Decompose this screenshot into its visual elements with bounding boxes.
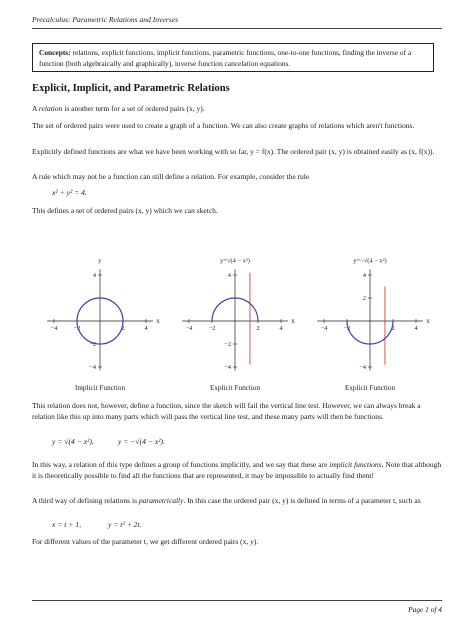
x-axis-label: x	[156, 318, 160, 325]
x-tick-label: 4	[414, 325, 418, 332]
equation-y-param: y = t² + 2t.	[108, 520, 142, 529]
y-tick-label: 4	[362, 272, 366, 279]
y-tick-label: −4	[224, 364, 231, 371]
emphasis: parametrically	[138, 496, 184, 505]
curve-label: y=√(4 − x²)	[220, 257, 250, 265]
x-tick-label: −2	[343, 325, 351, 332]
x-tick-label: −2	[73, 325, 81, 332]
x-tick-label: −4	[185, 325, 193, 332]
paragraph-parametric	[32, 496, 442, 507]
curve-label: y	[98, 257, 102, 265]
paragraph-parameter: For different values of the parameter t, we get different ordered pairs (x, y).	[32, 537, 259, 546]
x-tick-label: 4	[144, 325, 148, 332]
x-tick-label: 2	[256, 325, 260, 332]
paragraph-relation	[32, 104, 442, 115]
running-header: Precalculus: Parametric Relations and Inverses	[32, 15, 179, 24]
graph-caption: Explicit Function	[209, 384, 261, 392]
y-tick-label: −2	[224, 341, 231, 348]
paragraph-graphs: The set of ordered pairs were used to create a graph of a function. We can also create graphs of relations which aren't functions.	[32, 121, 415, 130]
text-run: A third way of defining relations is	[32, 496, 139, 505]
y-tick-label: 4	[227, 272, 231, 279]
emphasis: relation	[38, 104, 63, 113]
concepts-label: Concepts:	[39, 48, 71, 57]
x-axis-label: x	[426, 318, 430, 325]
page-number: Page 1 of 4	[408, 605, 442, 614]
text-run: A	[32, 104, 39, 113]
equation-circle: x² + y² = 4.	[52, 188, 87, 197]
x-tick-label: −4	[320, 325, 328, 332]
graph-caption: Explicit Function	[344, 384, 396, 392]
y-tick-label: 4	[92, 272, 96, 279]
text-run: . Note that although it is theoretically possible to find all the functions that are represented, it may be impossible to actually find them!	[32, 460, 442, 480]
concepts-box	[32, 43, 434, 72]
footer-rule	[32, 600, 442, 601]
paragraph-rule: A rule which may not be a function can still define a relation. For example, consider the rule	[32, 172, 310, 181]
graphs-figure	[32, 227, 442, 397]
x-tick-label: 2	[391, 325, 395, 332]
emphasis: implicit functions	[329, 460, 382, 469]
curve-label: y=−√(4 − x²)	[353, 257, 387, 265]
equation-upper: y = √(4 − x²),	[52, 437, 94, 446]
y-tick-label: −4	[359, 364, 366, 371]
x-axis-label: x	[291, 318, 295, 325]
x-tick-label: −2	[208, 325, 216, 332]
y-tick-label: 2	[362, 295, 366, 302]
x-tick-label: 2	[121, 325, 125, 332]
paragraph-explicit: Explicitly defined functions are what we have been working with so far, y = f(x). The ordered pair (x, y) is obtained easily as (x, f(x)).	[32, 147, 435, 156]
text-run: . In this case the ordered pair (x, y) is defined in terms of a parameter t, such as	[183, 496, 421, 505]
x-tick-label: 4	[279, 325, 283, 332]
header-rule	[32, 28, 442, 29]
paragraph-vertical-line-test: This relation does not, however, define a function, since the sketch will fail the vertical line test. However, we can always break a relation like this up into many parts which will pass the vertical line test, and these many parts will then be functions.	[32, 401, 421, 421]
section-title: Explicit, Implicit, and Parametric Relations	[32, 83, 230, 94]
paragraph-implicit	[32, 460, 442, 481]
equation-lower: y = −√(4 − x²).	[118, 437, 165, 446]
equation-x-param: x = t + 1,	[52, 520, 82, 529]
text-run: is another term for a set of ordered pairs (x, y).	[62, 104, 205, 113]
concepts-text: relations, explicit functions, implicit functions, parametric functions, one-to-one functions, finding the inverse of a function (both algebraically and graphically), inverse function cancelation equations.	[39, 48, 412, 68]
y-tick-label: −4	[89, 364, 96, 371]
y-tick-label: −2	[89, 341, 96, 348]
text-run: In this way, a relation of this type defines a group of functions implicitly, and we say that these are	[32, 460, 330, 469]
graph-caption: Implicit Function	[74, 384, 126, 392]
paragraph-sketch: This defines a set of ordered pairs (x, y) which we can sketch.	[32, 206, 218, 215]
x-tick-label: −4	[50, 325, 58, 332]
